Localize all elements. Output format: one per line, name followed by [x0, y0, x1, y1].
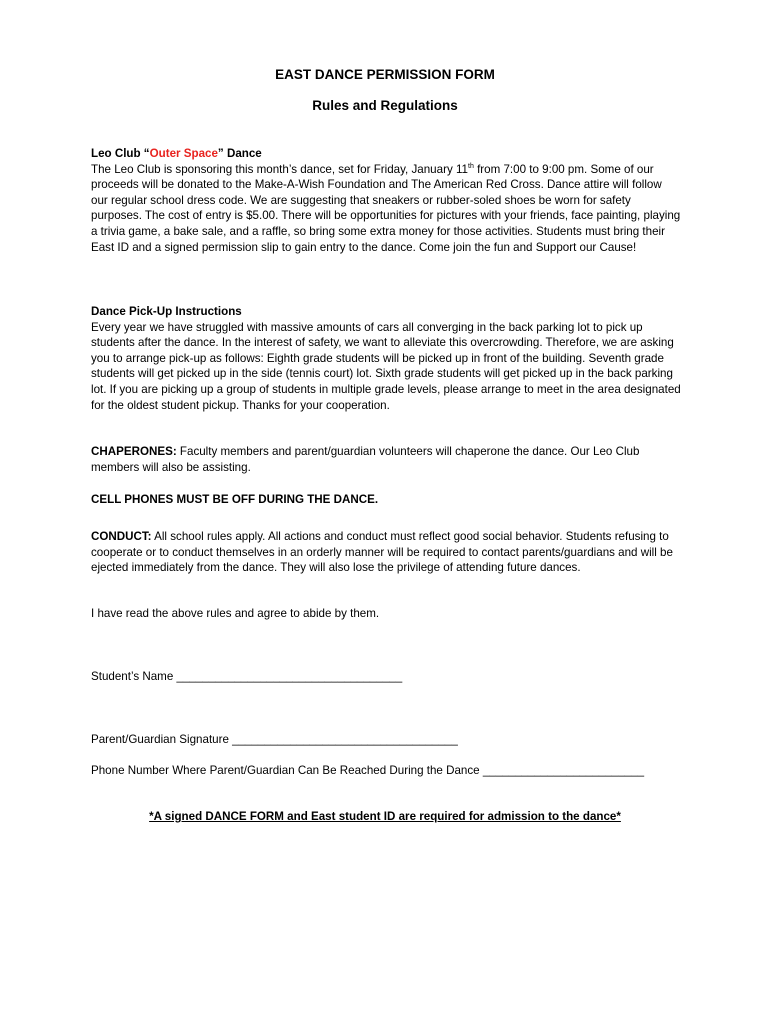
event-theme: Outer Space — [149, 147, 218, 160]
form-title: EAST DANCE PERMISSION FORM — [275, 67, 495, 82]
event-section — [91, 146, 681, 255]
event-heading — [91, 146, 681, 162]
conduct-body: All school rules apply. All actions and conduct must reflect good social behavior. Students refusing to cooperate or to conduct themselves in an orderly manner will be required to contact parents/guardians and will be ejected immediately from the dance. They will also lose the privilege of attending future dances. — [91, 530, 673, 575]
parent-signature-field[interactable]: Parent/Guardian Signature ___________________________________ — [91, 733, 458, 746]
chaperones-section — [91, 444, 681, 475]
conduct-section — [91, 529, 681, 576]
pickup-section — [91, 304, 681, 413]
conduct-label: CONDUCT: — [91, 530, 152, 543]
cell-phones-notice: CELL PHONES MUST BE OFF DURING THE DANCE. — [91, 493, 379, 506]
admission-requirement-footer: *A signed DANCE FORM and East student ID are required for admission to the dance* — [149, 810, 621, 823]
chaperones-body: Faculty members and parent/guardian volunteers will chaperone the dance. Our Leo Club members will also be assisting. — [91, 445, 640, 474]
pickup-body: Every year we have struggled with massive amounts of cars all converging in the back parking lot to pick up students after the dance. In the interest of safety, we want to alleviate this overcrowding. Therefore, we are asking you to arrange pick-up as follows: Eighth grade students will be picked up in front of the building. Seventh grade students will get picked up in the side (tennis court) lot. Sixth grade students will get picked up in the back parking lot. If you are picking up a group of students in multiple grade levels, please arrange to meet in the area designated for the oldest student pickup. Thanks for your cooperation. — [91, 320, 681, 412]
event-body-part1: The Leo Club is sponsoring this month’s dance, set for Friday, January 11 — [91, 162, 468, 176]
agreement-statement: I have read the above rules and agree to abide by them. — [91, 607, 380, 620]
chaperones-label: CHAPERONES: — [91, 445, 177, 458]
student-name-field[interactable]: Student’s Name ___________________________________ — [91, 670, 403, 683]
phone-number-field[interactable]: Phone Number Where Parent/Guardian Can Be Reached During the Dance _________________________ — [91, 764, 645, 777]
event-heading-prefix: Leo Club “ — [91, 147, 150, 160]
event-heading-suffix: ” Dance — [217, 147, 262, 160]
pickup-heading: Dance Pick-Up Instructions — [91, 305, 242, 318]
event-body-ordinal: th — [468, 162, 474, 170]
form-subtitle: Rules and Regulations — [312, 98, 458, 113]
event-body-part2: from 7:00 to 9:00 pm. Some of our proceeds will be donated to the Make-A-Wish Foundation and The American Red Cross. Dance attire will follow our regular school dress code. We are suggesting that sneakers or rubber-soled shoes be worn for safety purposes. The cost of entry is $5.00. There will be opportunities for pictures with your friends, face painting, playing a trivia game, a bake sale, and a raffle, so bring some extra money for those activities. Students must bring their East ID and a signed permission slip to gain entry to the dance. Come join the fun and Support our Cause! — [91, 162, 681, 254]
event-body — [91, 162, 681, 256]
